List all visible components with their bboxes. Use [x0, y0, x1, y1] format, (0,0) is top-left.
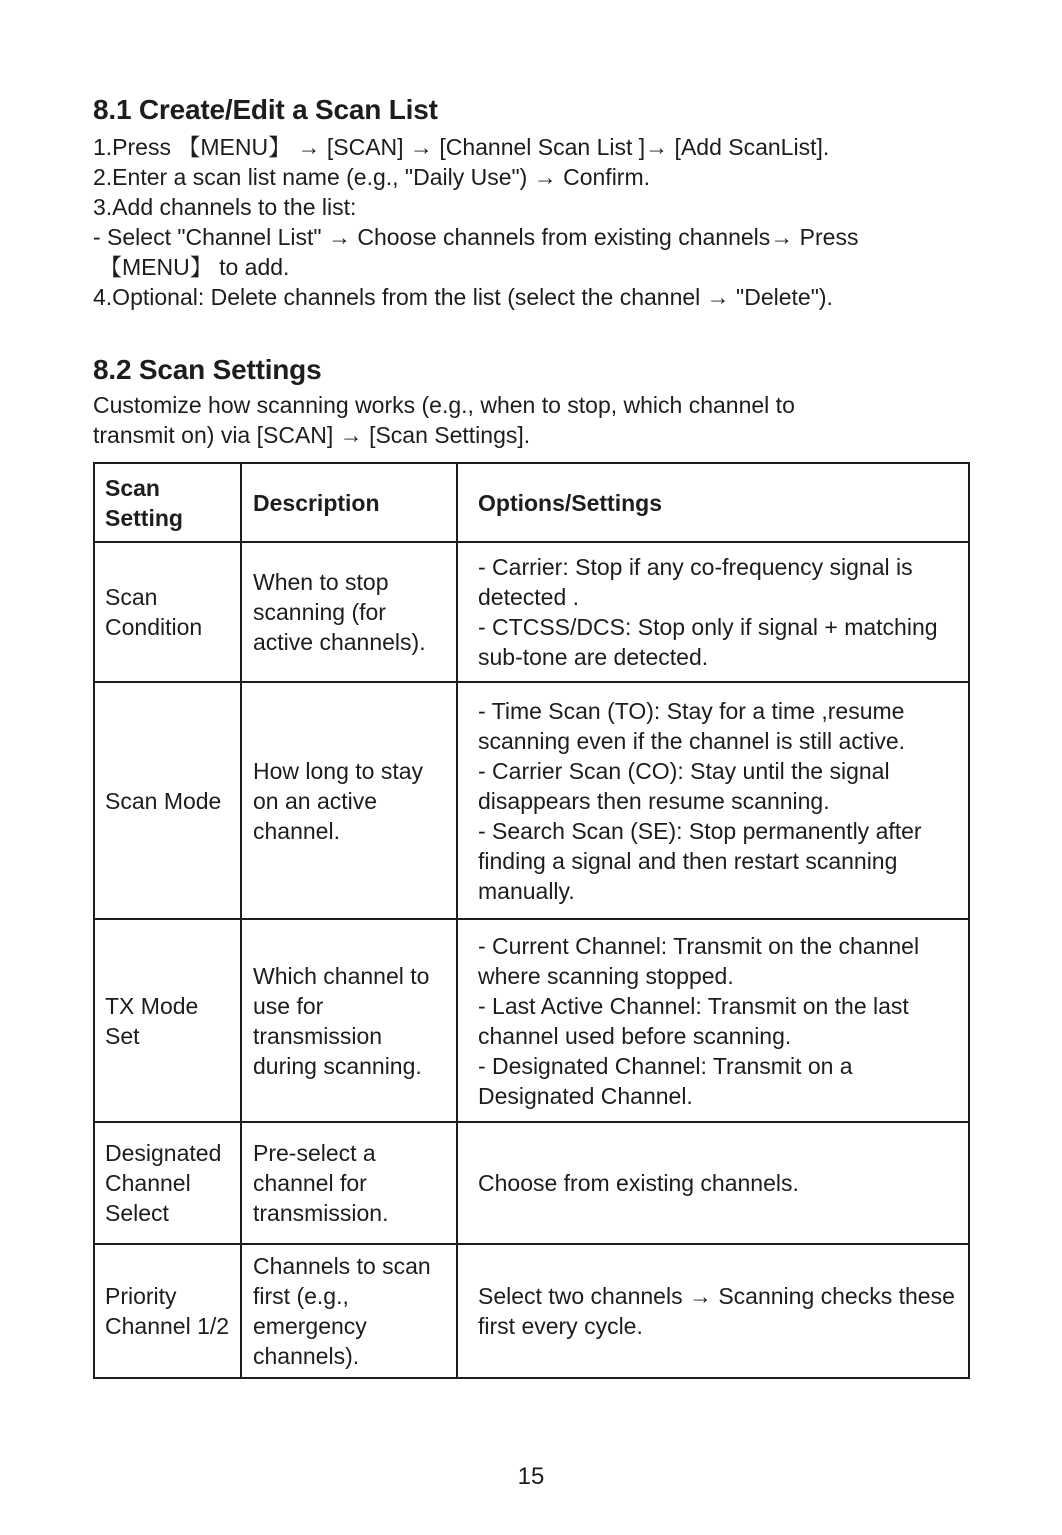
instruction-line: 2.Enter a scan list name (e.g., "Daily Use") → Confirm.	[93, 164, 651, 190]
description-cell: Which channel to use for transmission during scanning.	[241, 919, 457, 1122]
setting-cell: TX Mode Set	[94, 919, 241, 1122]
instruction-line: - Select "Channel List" → Choose channels from existing channels→ Press	[93, 224, 859, 250]
section-8-2	[93, 352, 970, 1379]
options-cell: Choose from existing channels.	[457, 1122, 969, 1244]
intro-line: transmit on) via [SCAN] → [Scan Settings].	[93, 422, 531, 448]
table-header-row	[94, 463, 969, 542]
section-8-2-heading: 8.2 Scan Settings	[93, 354, 322, 385]
table-row	[94, 682, 969, 919]
options-cell: - Time Scan (TO): Stay for a time ,resume scanning even if the channel is still active. - Carrier Scan (CO): Stay until the signal disappears then resume scanning. - Search Scan (SE): Stop permanently after finding a signal and then restart scanning manually.	[457, 682, 969, 919]
instruction-line: 3.Add channels to the list:	[93, 194, 357, 220]
instruction-line: 1.Press 【MENU】 → [SCAN] → [Channel Scan List ]→ [Add ScanList].	[93, 134, 830, 160]
table-row	[94, 1122, 969, 1244]
setting-cell: Priority Channel 1/2	[94, 1244, 241, 1378]
table-row	[94, 1244, 969, 1378]
scan-settings-table	[93, 462, 970, 1379]
column-header-description: Description	[241, 463, 457, 542]
options-cell: - Current Channel: Transmit on the channel where scanning stopped. - Last Active Channel: Transmit on the last channel used before scanning. - Designated Channel: Transmit on a Designated Channel.	[457, 919, 969, 1122]
setting-cell: Scan Condition	[94, 542, 241, 682]
description-cell: When to stop scanning (for active channels).	[241, 542, 457, 682]
intro-line: Customize how scanning works (e.g., when to stop, which channel to	[93, 392, 795, 418]
options-cell: - Carrier: Stop if any co-frequency signal is detected . - CTCSS/DCS: Stop only if signal + matching sub-tone are detected.	[457, 542, 969, 682]
setting-cell: Designated Channel Select	[94, 1122, 241, 1244]
section-8-2-intro	[93, 390, 970, 450]
description-cell: Channels to scan first (e.g., emergency channels).	[241, 1244, 457, 1378]
section-8-1-instructions	[93, 132, 970, 312]
options-cell: Select two channels → Scanning checks these first every cycle.	[457, 1244, 969, 1378]
section-8-1-heading: 8.1 Create/Edit a Scan List	[93, 94, 438, 125]
table-row	[94, 919, 969, 1122]
setting-cell: Scan Mode	[94, 682, 241, 919]
table-row	[94, 542, 969, 682]
description-cell: Pre-select a channel for transmission.	[241, 1122, 457, 1244]
instruction-line: 4.Optional: Delete channels from the list (select the channel → "Delete").	[93, 284, 833, 310]
page-number: 15	[517, 1463, 545, 1490]
description-cell: How long to stay on an active channel.	[241, 682, 457, 919]
column-header-options-settings: Options/Settings	[457, 463, 969, 542]
section-8-1	[93, 92, 970, 312]
instruction-line: 【MENU】 to add.	[99, 254, 290, 280]
column-header-scan-setting: Scan Setting	[94, 463, 241, 542]
